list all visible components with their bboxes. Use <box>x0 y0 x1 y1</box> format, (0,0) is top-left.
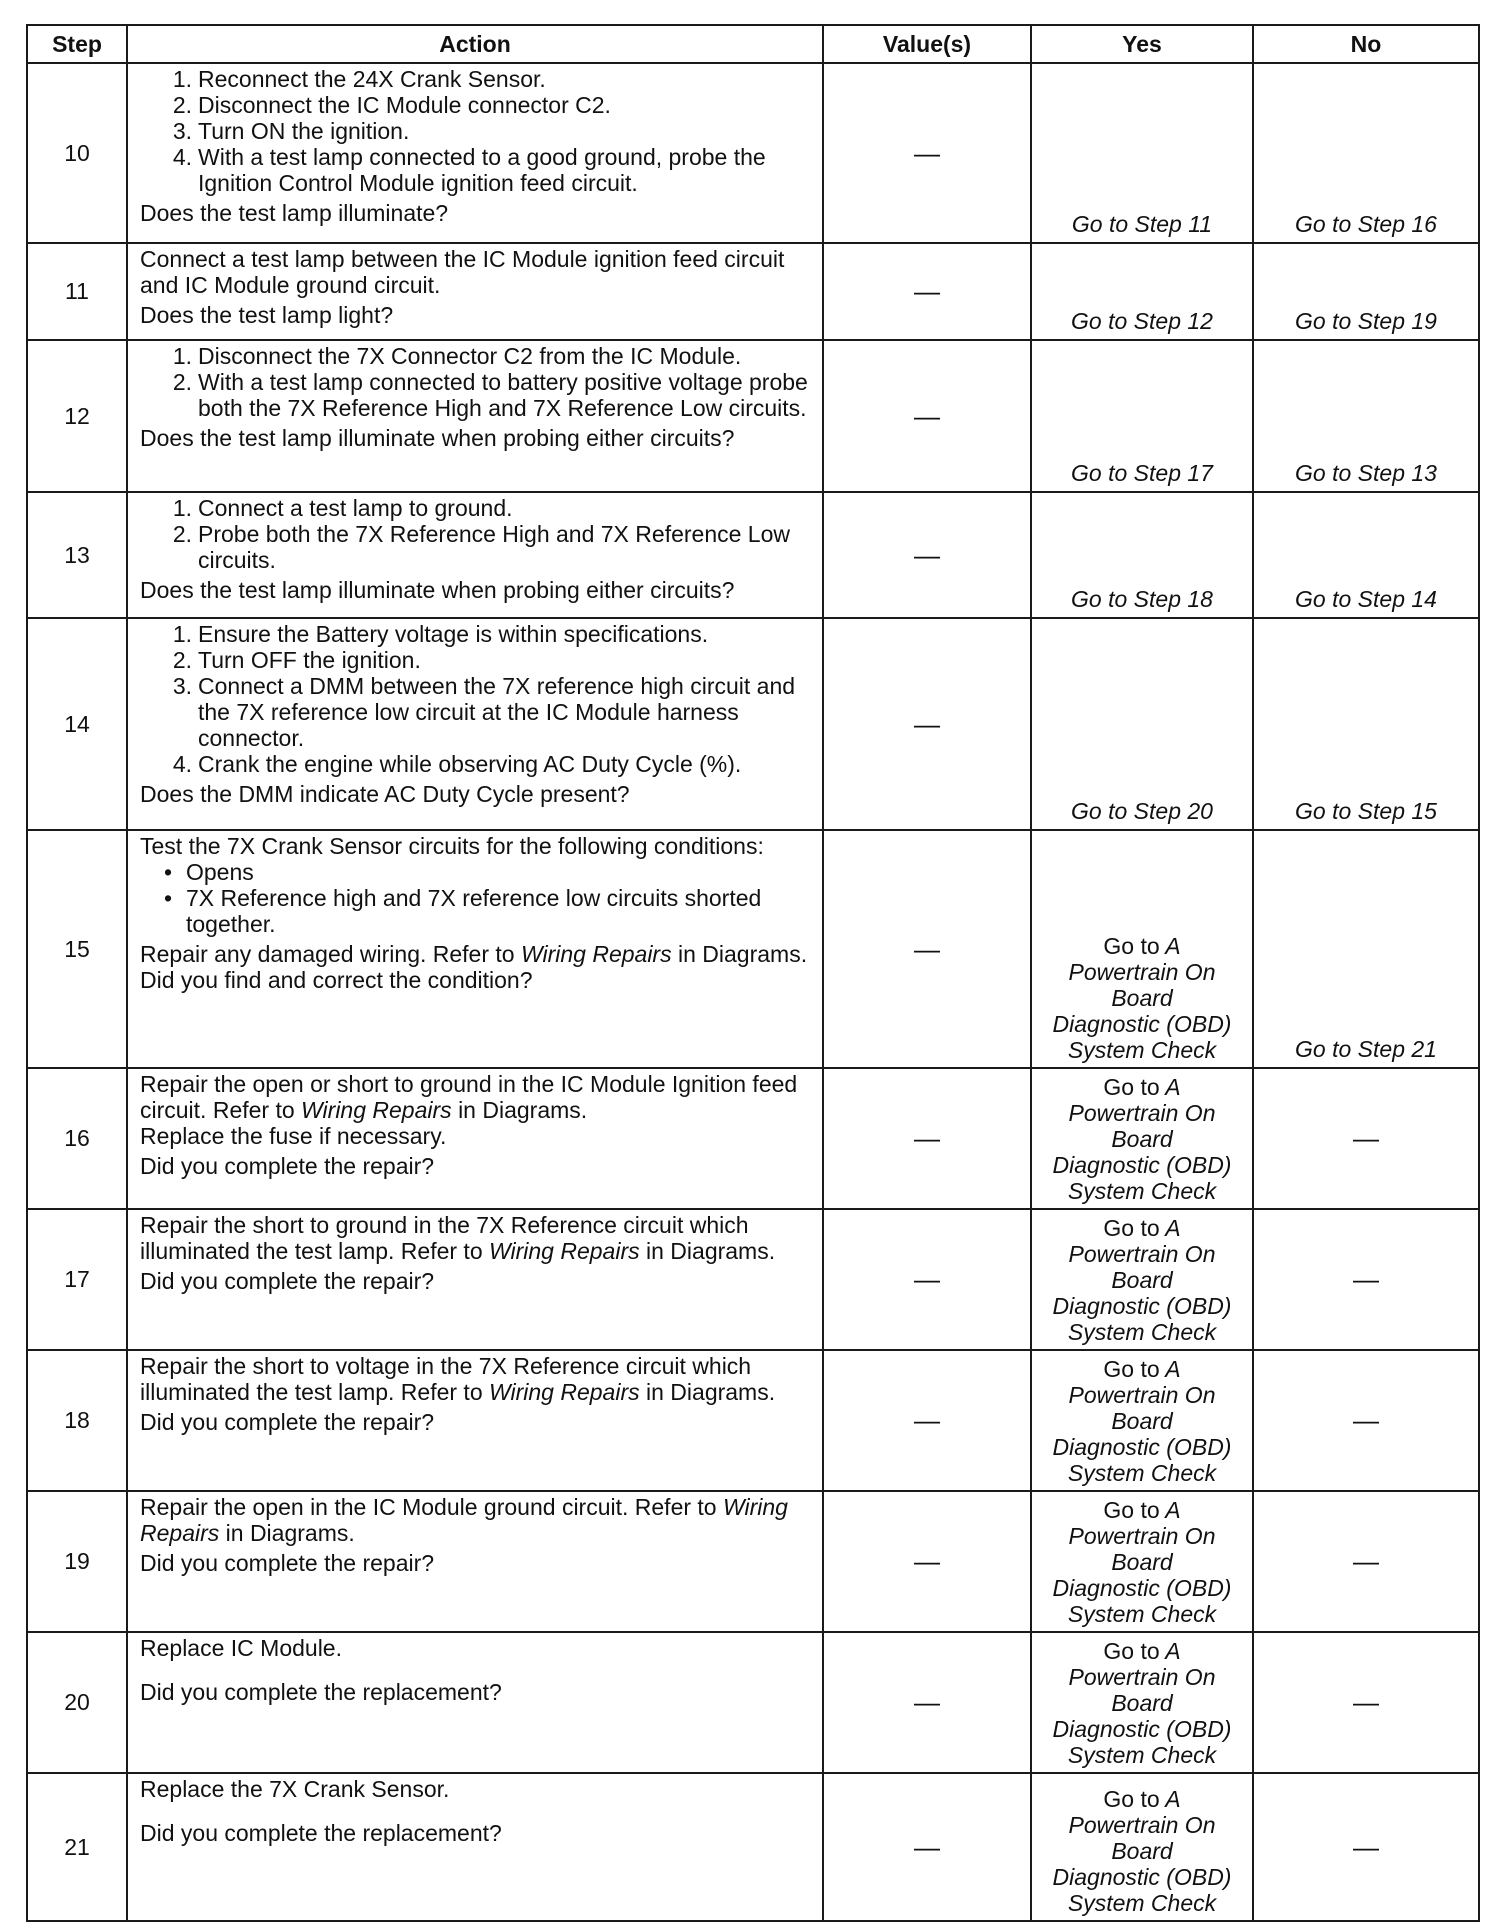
repair-instruction: Repair the open in the IC Module ground circuit. Refer to Wiring Repairs in Diagrams. <box>140 1494 788 1546</box>
yes-cell <box>1031 1773 1253 1921</box>
value-cell: — <box>823 1632 1031 1773</box>
action-question: Did you find and correct the condition? <box>140 967 533 993</box>
yes-cell <box>1031 618 1253 830</box>
value-cell: — <box>823 830 1031 1068</box>
yes-cell <box>1031 63 1253 243</box>
no-cell <box>1253 492 1479 618</box>
table-row <box>27 830 1479 1068</box>
yes-goto-link[interactable]: Go to Step 11 <box>1071 211 1213 237</box>
yes-goto-link[interactable]: Go to Step 12 <box>1071 308 1213 334</box>
step-number: 12 <box>27 340 127 492</box>
table-row <box>27 492 1479 618</box>
no-goto-link[interactable]: Go to Step 15 <box>1295 798 1437 824</box>
action-question: Does the test lamp illuminate? <box>140 200 449 226</box>
yes-goto-link[interactable]: Go to Step 20 <box>1071 798 1213 824</box>
step-number: 18 <box>27 1350 127 1491</box>
instruction-item: 3. Turn ON the ignition. <box>172 118 410 144</box>
no-cell <box>1253 830 1479 1068</box>
yes-cell <box>1031 1491 1253 1632</box>
diagnostic-table <box>26 24 1480 1922</box>
action-extra: Replace the fuse if necessary. <box>140 1123 447 1149</box>
yes-cell <box>1031 830 1253 1068</box>
value-cell: — <box>823 1773 1031 1921</box>
wiring-repairs-reference[interactable]: Wiring Repairs <box>489 1238 640 1264</box>
value-cell: — <box>823 492 1031 618</box>
action-cell <box>127 618 823 830</box>
instruction-list <box>140 495 812 573</box>
instruction-item: 1. Connect a test lamp to ground. <box>172 495 513 521</box>
action-cell <box>127 1773 823 1921</box>
instruction-item: 1. Ensure the Battery voltage is within specifications. <box>172 621 709 647</box>
action-cell <box>127 63 823 243</box>
action-cell <box>127 492 823 618</box>
obd-system-check-link[interactable]: Go to A Powertrain On Board Diagnostic (OBD) System Check <box>1052 1786 1232 1916</box>
instruction-list <box>140 66 812 196</box>
step-number: 17 <box>27 1209 127 1350</box>
action-text: Connect a test lamp between the IC Module ignition feed circuit and IC Module ground circuit. <box>140 246 785 298</box>
no-cell: — <box>1253 1209 1479 1350</box>
yes-cell <box>1031 1350 1253 1491</box>
value-cell: — <box>823 63 1031 243</box>
yes-cell <box>1031 492 1253 618</box>
instruction-item: 1. Disconnect the 7X Connector C2 from the IC Module. <box>172 343 742 369</box>
obd-system-check-link[interactable]: Go to A Powertrain On Board Diagnostic (OBD) System Check <box>1052 1497 1232 1627</box>
step-number: 16 <box>27 1068 127 1209</box>
step-number: 14 <box>27 618 127 830</box>
obd-system-check-link[interactable]: Go to A Powertrain On Board Diagnostic (OBD) System Check <box>1052 1356 1232 1486</box>
instruction-list <box>140 621 812 777</box>
no-cell: — <box>1253 1491 1479 1632</box>
action-question: Did you complete the replacement? <box>140 1820 502 1846</box>
value-cell: — <box>823 1209 1031 1350</box>
step-number: 20 <box>27 1632 127 1773</box>
action-question: Did you complete the repair? <box>140 1153 435 1179</box>
header-row <box>27 25 1479 63</box>
yes-cell <box>1031 243 1253 340</box>
action-cell <box>127 1632 823 1773</box>
obd-system-check-link[interactable]: Go to A Powertrain On Board Diagnostic (OBD) System Check <box>1052 1074 1232 1204</box>
no-goto-link[interactable]: Go to Step 16 <box>1295 211 1437 237</box>
yes-goto-link[interactable]: Go to Step 18 <box>1071 586 1213 612</box>
repair-instruction: Repair the short to voltage in the 7X Reference circuit which illuminated the test lamp. Refer to Wiring Repairs in Diagrams. <box>140 1353 776 1405</box>
action-question: Does the test lamp illuminate when probing either circuits? <box>140 425 735 451</box>
header-action: Action <box>127 25 823 63</box>
action-cell <box>127 830 823 1068</box>
action-question: Did you complete the repair? <box>140 1409 435 1435</box>
action-cell <box>127 1350 823 1491</box>
obd-system-check-link[interactable]: Go to A Powertrain On Board Diagnostic (OBD) System Check <box>1052 1638 1232 1768</box>
instruction-item: 2. Turn OFF the ignition. <box>172 647 421 673</box>
action-question: Does the DMM indicate AC Duty Cycle present? <box>140 781 630 807</box>
instruction-item: 3. Connect a DMM between the 7X reference high circuit and the 7X reference low circuit at the IC Module harness connector. <box>172 673 796 751</box>
action-text: Test the 7X Crank Sensor circuits for the following conditions: <box>140 833 764 859</box>
yes-cell <box>1031 340 1253 492</box>
instruction-item: 4. With a test lamp connected to a good ground, probe the Ignition Control Module ignition feed circuit. <box>172 144 766 196</box>
yes-cell <box>1031 1068 1253 1209</box>
instruction-item: 2. With a test lamp connected to battery positive voltage probe both the 7X Reference High and 7X Reference Low circuits. <box>172 369 808 421</box>
value-cell: — <box>823 1491 1031 1632</box>
table-row <box>27 1350 1479 1491</box>
instruction-item: 2. Disconnect the IC Module connector C2. <box>172 92 611 118</box>
action-question: Did you complete the repair? <box>140 1268 435 1294</box>
no-goto-link[interactable]: Go to Step 14 <box>1295 586 1437 612</box>
table-row <box>27 1773 1479 1921</box>
value-cell: — <box>823 340 1031 492</box>
no-cell <box>1253 243 1479 340</box>
step-number: 19 <box>27 1491 127 1632</box>
value-cell: — <box>823 1350 1031 1491</box>
wiring-repairs-reference[interactable]: Wiring Repairs <box>301 1097 452 1123</box>
header-step: Step <box>27 25 127 63</box>
action-cell <box>127 340 823 492</box>
no-cell: — <box>1253 1350 1479 1491</box>
no-goto-link[interactable]: Go to Step 19 <box>1295 308 1437 334</box>
table-row <box>27 1209 1479 1350</box>
table-row <box>27 340 1479 492</box>
table-row <box>27 1068 1479 1209</box>
action-cell <box>127 243 823 340</box>
no-goto-link[interactable]: Go to Step 21 <box>1295 1036 1437 1062</box>
step-number: 21 <box>27 1773 127 1921</box>
no-goto-link[interactable]: Go to Step 13 <box>1295 460 1437 486</box>
no-cell <box>1253 63 1479 243</box>
value-cell: — <box>823 618 1031 830</box>
instruction-item: 2. Probe both the 7X Reference High and 7X Reference Low circuits. <box>172 521 790 573</box>
instruction-item: 1. Reconnect the 24X Crank Sensor. <box>172 66 546 92</box>
wiring-repairs-reference[interactable]: Wiring Repairs <box>140 1494 788 1546</box>
no-cell: — <box>1253 1632 1479 1773</box>
action-question: Does the test lamp light? <box>140 302 394 328</box>
yes-cell <box>1031 1632 1253 1773</box>
no-cell: — <box>1253 1068 1479 1209</box>
repair-instruction: Repair the open or short to ground in the IC Module Ignition feed circuit. Refer to Wiring Repairs in Diagrams. <box>140 1071 798 1123</box>
no-cell: — <box>1253 1773 1479 1921</box>
step-number: 13 <box>27 492 127 618</box>
table-row <box>27 243 1479 340</box>
no-cell <box>1253 618 1479 830</box>
obd-system-check-link[interactable]: Go to A Powertrain On Board Diagnostic (OBD) System Check <box>1052 1215 1232 1345</box>
action-text: Replace the 7X Crank Sensor. <box>140 1776 450 1802</box>
condition-item: • 7X Reference high and 7X reference low circuits shorted together. <box>140 885 812 937</box>
action-cell <box>127 1068 823 1209</box>
repair-instruction: Repair the short to ground in the 7X Reference circuit which illuminated the test lamp. Refer to Wiring Repairs in Diagrams. <box>140 1212 776 1264</box>
header-values: Value(s) <box>823 25 1031 63</box>
obd-system-check-link[interactable]: Go to A Powertrain On Board Diagnostic (OBD) System Check <box>1052 933 1232 1063</box>
wiring-repairs-reference[interactable]: Wiring Repairs <box>489 1379 640 1405</box>
instruction-list <box>140 343 812 421</box>
table-row <box>27 1632 1479 1773</box>
action-question: Does the test lamp illuminate when probing either circuits? <box>140 577 735 603</box>
header-no: No <box>1253 25 1479 63</box>
repair-instruction: Repair any damaged wiring. Refer to Wiring Repairs in Diagrams. <box>140 941 808 967</box>
step-number: 11 <box>27 243 127 340</box>
table-row <box>27 63 1479 243</box>
value-cell: — <box>823 1068 1031 1209</box>
table-row <box>27 618 1479 830</box>
table-row <box>27 1491 1479 1632</box>
action-question: Did you complete the replacement? <box>140 1679 502 1705</box>
value-cell: — <box>823 243 1031 340</box>
instruction-item: 4. Crank the engine while observing AC Duty Cycle (%). <box>172 751 742 777</box>
action-cell <box>127 1491 823 1632</box>
action-question: Did you complete the repair? <box>140 1550 435 1576</box>
no-cell <box>1253 340 1479 492</box>
wiring-repairs-reference[interactable]: Wiring Repairs <box>520 941 672 967</box>
header-yes: Yes <box>1031 25 1253 63</box>
action-text: Replace IC Module. <box>140 1635 342 1661</box>
yes-cell <box>1031 1209 1253 1350</box>
condition-list <box>140 859 812 937</box>
yes-goto-link[interactable]: Go to Step 17 <box>1071 460 1213 486</box>
condition-item: • Opens <box>140 859 812 885</box>
step-number: 10 <box>27 63 127 243</box>
step-number: 15 <box>27 830 127 1068</box>
action-cell <box>127 1209 823 1350</box>
